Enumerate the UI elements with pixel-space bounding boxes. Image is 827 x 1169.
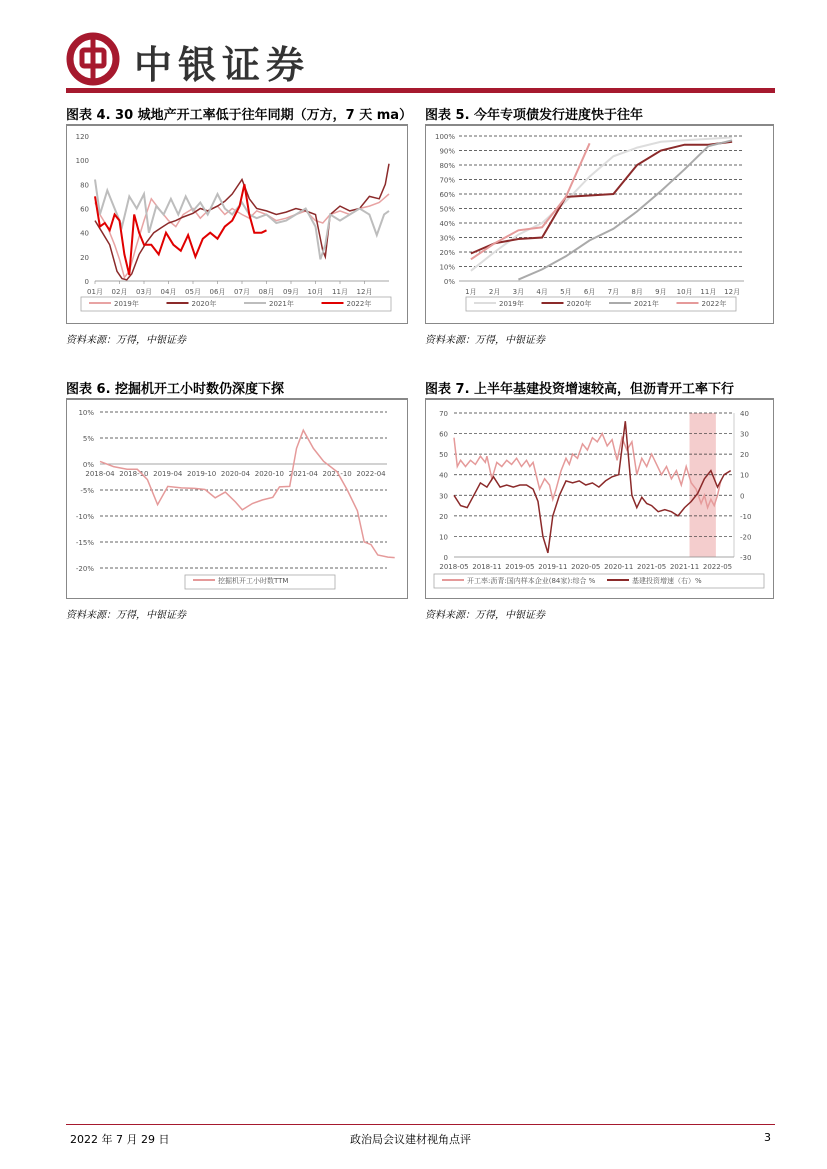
y-tick-label: 60% [439, 191, 455, 199]
x-tick-label: 11月 [332, 288, 348, 296]
footer-date: 2022 年 7 月 29 日 [70, 1133, 170, 1146]
x-tick-label: 12月 [724, 288, 741, 296]
page-number: 3 [764, 1131, 771, 1144]
y-tick-label: 20% [439, 249, 455, 257]
x-tick-label: 2020-10 [254, 470, 284, 478]
brand-name: 中银证券 [134, 42, 311, 87]
x-tick-label: 9月 [655, 288, 667, 296]
x-tick-label: 2022-04 [356, 470, 386, 478]
legend-label: 2021年 [634, 300, 659, 308]
x-tick-label: 2019-04 [153, 470, 183, 478]
x-tick-label: 09月 [283, 288, 299, 296]
x-tick-label: 2018-11 [472, 563, 502, 571]
x-tick-label: 4月 [536, 288, 548, 296]
figure-7-source: 资料来源：万得，中银证券 [425, 610, 545, 621]
y-tick-label: -20% [75, 565, 94, 573]
x-tick-label: 11月 [700, 288, 717, 296]
series-line-right [454, 421, 731, 553]
x-tick-label: 01月 [87, 288, 103, 296]
y-tick-label: 30% [439, 234, 455, 243]
x-tick-label: 06月 [209, 288, 226, 296]
figure-5-source: 资料来源：万得，中银证券 [425, 335, 545, 346]
x-tick-label: 2020-11 [604, 563, 634, 571]
x-tick-label: 2022-05 [702, 563, 733, 571]
y2-tick-label: 0 [740, 492, 745, 501]
figure-5-title: 图表 5. 今年专项债发行进度快于往年 [425, 108, 644, 123]
series-line-2020年 [471, 142, 732, 254]
x-tick-label: 2021-10 [322, 470, 352, 478]
figure-7-chart [425, 399, 774, 599]
x-tick-label: 02月 [111, 288, 128, 296]
y-tick-label: 5% [82, 435, 94, 443]
y-tick-label: 0 [443, 554, 448, 562]
figure-6-chart [66, 399, 408, 599]
y-tick-label: -10% [75, 513, 94, 521]
figure-6-plot [67, 400, 407, 598]
header-rule [66, 88, 775, 93]
y-tick-label: 0% [82, 461, 94, 469]
y-tick-label: 90% [439, 147, 455, 156]
x-tick-label: 08月 [258, 288, 275, 296]
y-tick-label: 50% [439, 205, 455, 214]
y2-tick-label: 20 [740, 451, 749, 460]
y-tick-label: -15% [75, 539, 94, 547]
y-tick-label: 70 [439, 410, 448, 418]
x-tick-label: 03月 [136, 288, 152, 296]
figure-4-chart [66, 125, 408, 324]
figure-5-plot [426, 126, 773, 323]
series-line-2019年 [471, 137, 732, 270]
series-line-left [454, 434, 721, 508]
x-tick-label: 2018-05 [439, 563, 469, 571]
figure-7-plot [426, 400, 773, 598]
x-tick-label: 07月 [234, 288, 250, 296]
x-tick-label: 2019-11 [538, 563, 568, 571]
legend-label: 2020年 [191, 300, 217, 308]
x-tick-label: 2021-04 [288, 470, 318, 478]
x-tick-label: 2020-04 [220, 470, 251, 478]
figure-4-title: 图表 4. 30 城地产开工率低于往年同期（万方，7 天 ma） [66, 108, 413, 123]
x-tick-label: 2018-10 [119, 470, 149, 478]
series-line-2021年 [518, 140, 732, 279]
x-tick-label: 2020-05 [571, 563, 601, 571]
y2-tick-label: 10 [740, 471, 749, 480]
y-tick-label: 120 [75, 133, 89, 141]
y-tick-label: 40 [80, 229, 89, 238]
footer-rule [66, 1124, 775, 1125]
legend-label: 2019年 [114, 300, 139, 308]
x-tick-label: 6月 [583, 288, 596, 296]
x-tick-label: 10月 [676, 288, 693, 296]
y-tick-label: 100 [75, 157, 89, 166]
figure-7-title: 图表 7. 上半年基建投资增速较高，但沥青开工率下行 [425, 382, 735, 397]
figure-4-source: 资料来源：万得，中银证券 [66, 335, 186, 346]
y-tick-label: 20 [80, 253, 89, 262]
legend-label: 2022年 [346, 300, 372, 308]
legend-label: 2021年 [269, 300, 294, 308]
series-line-2020年 [95, 164, 389, 280]
y-tick-label: 60 [439, 430, 448, 439]
y-tick-label: 40% [439, 220, 455, 228]
x-tick-label: 04月 [160, 288, 177, 296]
y-tick-label: 80% [439, 162, 455, 170]
y-tick-label: 10% [439, 263, 455, 272]
y2-tick-label: 30 [740, 430, 749, 439]
y-tick-label: 20 [439, 512, 448, 521]
legend-label: 2020年 [566, 300, 592, 308]
footer-doc-title: 政治局会议建材视角点评 [350, 1133, 471, 1146]
y-tick-label: 50 [439, 451, 448, 460]
x-tick-label: 5月 [560, 288, 572, 296]
x-tick-label: 7月 [607, 288, 620, 296]
series-line-2022年 [471, 143, 590, 259]
y-tick-label: -5% [80, 487, 94, 495]
x-tick-label: 8月 [631, 288, 643, 296]
x-tick-label: 2019-05 [505, 563, 535, 571]
x-tick-label: 2018-04 [85, 470, 115, 478]
y2-tick-label: -10 [740, 512, 752, 521]
series-line-2019年 [95, 194, 389, 277]
x-tick-label: 2021-05 [637, 563, 667, 571]
legend-label: 挖掘机开工小时数TTM [218, 577, 289, 585]
x-tick-label: 10月 [307, 288, 324, 296]
x-tick-label: 12月 [356, 288, 373, 296]
legend-label: 2019年 [499, 300, 524, 308]
y-tick-label: 40 [439, 471, 448, 480]
y-tick-label: 80 [80, 181, 89, 190]
y-tick-label: 70% [439, 176, 455, 185]
x-tick-label: 2月 [488, 288, 501, 296]
x-tick-label: 1月 [465, 288, 477, 296]
legend-label: 开工率:沥青:国内样本企业(84家):综合 % [467, 577, 596, 585]
series-line [100, 430, 395, 557]
y-tick-label: 100% [434, 133, 455, 141]
x-tick-label: 3月 [512, 288, 525, 296]
figure-5-chart [425, 125, 774, 324]
y-tick-label: 10 [439, 533, 448, 542]
y2-tick-label: 40 [740, 410, 749, 418]
figure-4-plot [67, 126, 407, 323]
y-tick-label: 0 [84, 278, 89, 286]
x-tick-label: 2021-11 [669, 563, 700, 571]
y-tick-label: 60 [80, 205, 89, 214]
figure-6-source: 资料来源：万得，中银证券 [66, 610, 186, 621]
y-tick-label: 10% [78, 409, 94, 417]
y2-tick-label: -30 [740, 554, 752, 562]
x-tick-label: 2019-10 [187, 470, 217, 478]
x-tick-label: 05月 [185, 288, 201, 296]
legend-label: 基建投资增速（右）% [632, 577, 702, 585]
legend-label: 2022年 [701, 300, 727, 308]
figure-6-title: 图表 6. 挖掘机开工小时数仍深度下探 [66, 382, 285, 397]
y-tick-label: 30 [439, 492, 448, 501]
y2-tick-label: -20 [740, 533, 752, 542]
y-tick-label: 0% [443, 278, 455, 286]
bank-of-china-logo-icon [66, 32, 120, 86]
